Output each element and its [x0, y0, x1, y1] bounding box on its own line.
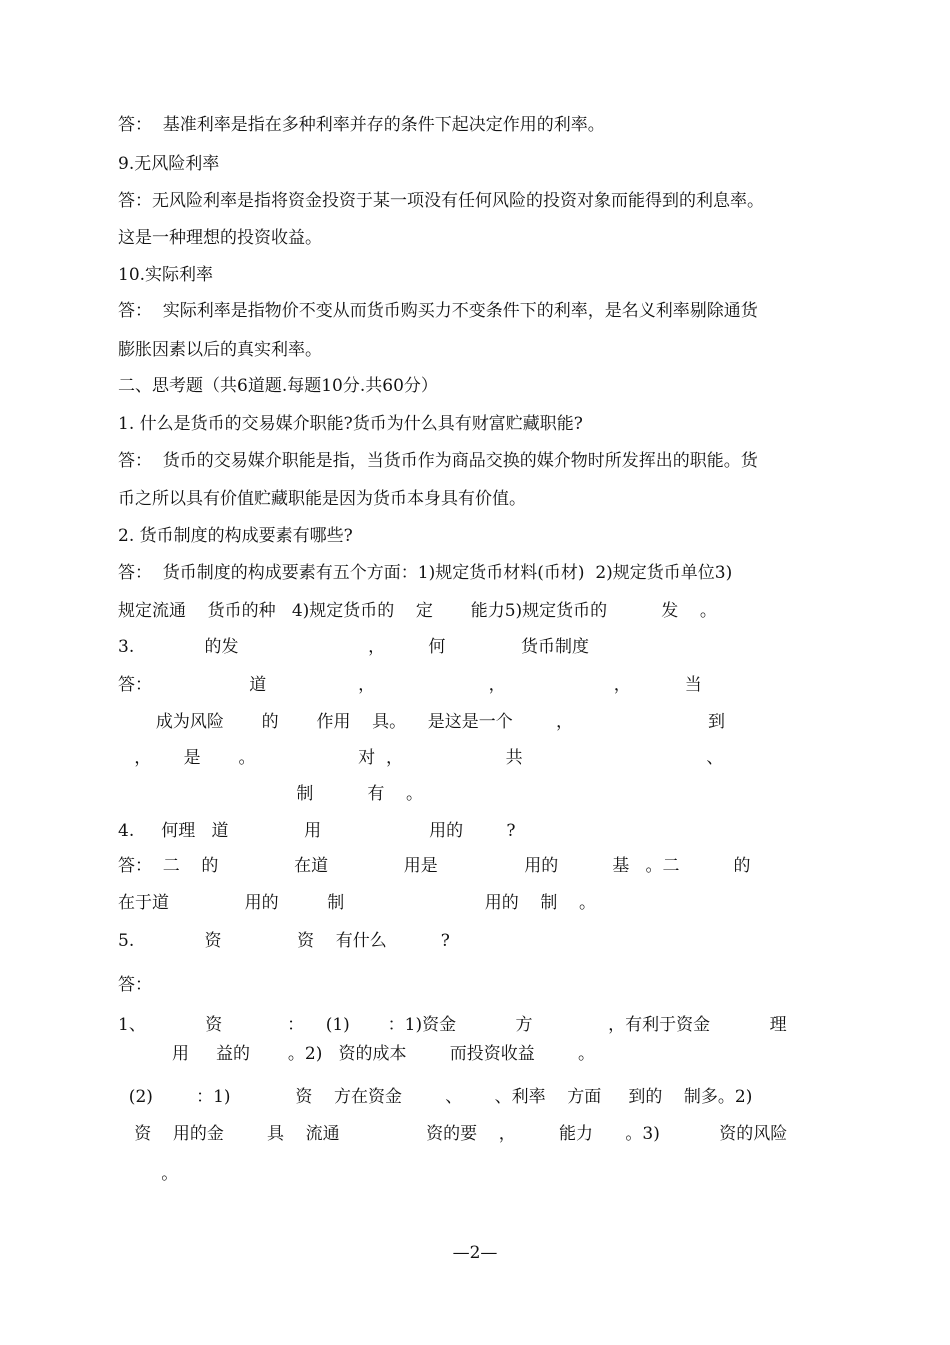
question-line: 3. 的发 ， 何 货币制度: [118, 637, 590, 657]
text-line: 1、 资 ： (1) ：1)资金 方 ，有利于资金 理: [118, 1015, 787, 1035]
text-line: 答： 货币制度的构成要素有五个方面：1)规定货币材料(币材) 2)规定货币单位3): [118, 563, 733, 583]
text-line: 用 益的 。2) 资的成本 而投资收益 。: [118, 1044, 596, 1064]
question-line: 1. 什么是货币的交易媒介职能?货币为什么具有财富贮藏职能?: [118, 414, 583, 434]
text-line: 在于道 用的 制 用的 制 。: [118, 893, 597, 913]
text-line: 资 用的金 具 流通 资的要 ， 能力 。3) 资的风险: [118, 1124, 788, 1144]
page-number: —2—: [452, 1243, 498, 1263]
term-heading: 9.无风险利率: [118, 154, 220, 174]
text-line: 答：无风险利率是指将资金投资于某一项没有任何风险的投资对象而能得到的利息率。: [118, 191, 764, 211]
text-line: 币之所以具有价值贮藏职能是因为货币本身具有价值。: [118, 489, 526, 509]
text-line: 这是一种理想的投资收益。: [118, 228, 322, 248]
text-line: 膨胀因素以后的真实利率。: [118, 340, 322, 360]
question-line: 5. 资 资 有什么 ?: [118, 931, 450, 951]
text-line: 答： 基准利率是指在多种利率并存的条件下起决定作用的利率。: [118, 115, 605, 135]
question-line: 4. 何理 道 用 用的 ?: [118, 821, 516, 841]
text-line: 答： 货币的交易媒介职能是指，当货币作为商品交换的媒介物时所发挥出的职能。货: [118, 451, 758, 471]
text-line: 成为风险 的 作用 具。 是这是一个 ， 到: [118, 712, 726, 732]
text-line: 制 有 。: [118, 784, 423, 804]
term-heading: 10.实际利率: [118, 265, 214, 285]
text-line: 规定流通 货币的种 4)规定货币的 定 能力5)规定货币的 发 。: [118, 601, 717, 621]
text-line: 答： 二 的 在道 用是 用的 基 。二 的: [118, 856, 751, 876]
text-line: 答： 实际利率是指物价不变从而货币购买力不变条件下的利率，是名义利率剔除通货: [118, 301, 758, 321]
text-line: (2) ：1) 资 方在资金 、 、利率 方面 到的 制多。2): [118, 1087, 753, 1107]
question-line: 2. 货币制度的构成要素有哪些?: [118, 526, 353, 546]
text-line: ， 是 。 对 ， 共 、: [118, 748, 724, 768]
text-line: 答：: [118, 975, 152, 995]
text-line: 答： 道 ， ， ， 当: [118, 675, 702, 695]
text-line: 。: [118, 1164, 179, 1184]
section-heading: 二、思考题（共6道题.每题10分.共60分）: [118, 376, 438, 396]
